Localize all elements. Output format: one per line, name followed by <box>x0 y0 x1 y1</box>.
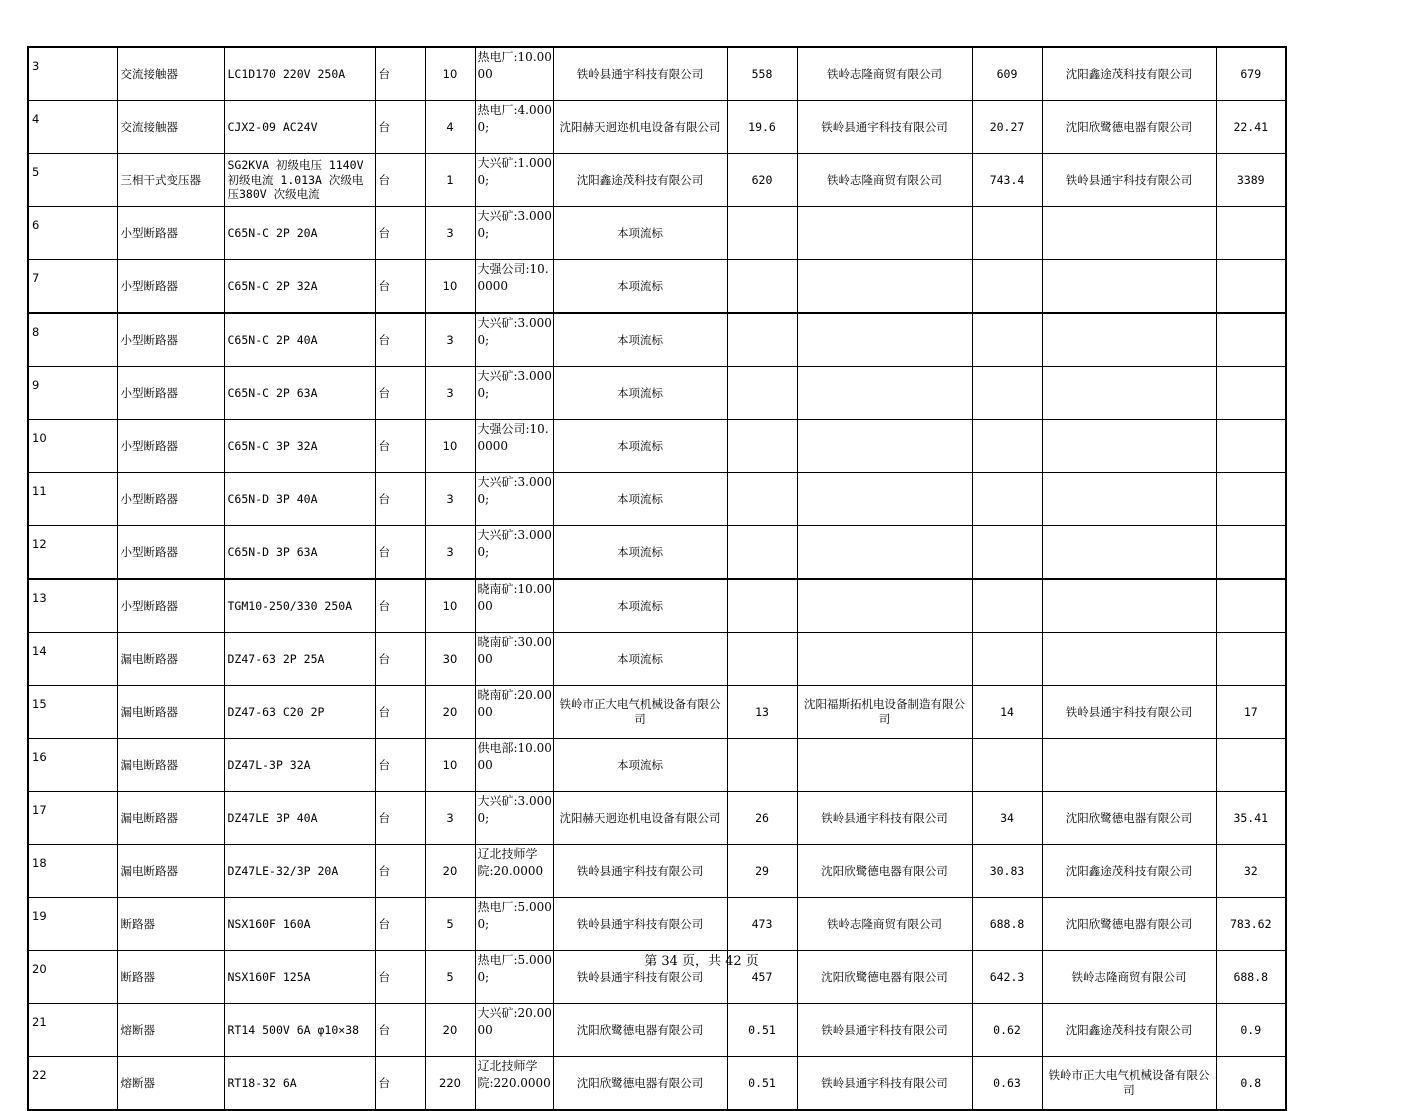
item-spec: NSX160F 125A <box>224 951 375 1004</box>
item-name: 断路器 <box>117 898 224 951</box>
row-number: 16 <box>28 739 117 792</box>
table-row <box>28 313 1286 367</box>
price-3 <box>1216 367 1286 420</box>
table-row <box>28 207 1286 260</box>
price-1: 457 <box>727 951 797 1004</box>
supplier-1: 本项流标 <box>553 420 727 473</box>
allocation <box>475 792 553 845</box>
row-number: 14 <box>28 633 117 686</box>
supplier-1: 铁岭县通宇科技有限公司 <box>553 898 727 951</box>
price-2: 0.62 <box>972 1004 1042 1057</box>
supplier-3: 沈阳欣鹭德电器有限公司 <box>1042 792 1216 845</box>
row-number: 4 <box>28 101 117 154</box>
supplier-2: 铁岭志隆商贸有限公司 <box>797 47 972 101</box>
item-spec: RT18-32 6A <box>224 1057 375 1111</box>
price-1: 473 <box>727 898 797 951</box>
price-1: 29 <box>727 845 797 898</box>
price-2 <box>972 420 1042 473</box>
allocation-text: 热电厂:4.0000; <box>477 103 552 134</box>
allocation-text: 大兴矿:3.0000; <box>477 794 552 825</box>
item-name: 小型断路器 <box>117 207 224 260</box>
allocation-text: 大强公司:10.0000 <box>477 422 549 453</box>
item-unit: 台 <box>375 526 425 580</box>
price-1: 13 <box>727 686 797 739</box>
supplier-3: 沈阳鑫途茂科技有限公司 <box>1042 845 1216 898</box>
item-spec: NSX160F 160A <box>224 898 375 951</box>
allocation <box>475 420 553 473</box>
allocation-text: 大兴矿:3.0000; <box>477 528 552 559</box>
table-row <box>28 739 1286 792</box>
supplier-2: 铁岭县通宇科技有限公司 <box>797 101 972 154</box>
supplier-3 <box>1042 739 1216 792</box>
price-2 <box>972 260 1042 314</box>
supplier-1: 沈阳鑫途茂科技有限公司 <box>553 154 727 207</box>
row-number: 5 <box>28 154 117 207</box>
supplier-2 <box>797 633 972 686</box>
table-row <box>28 47 1286 101</box>
price-2 <box>972 367 1042 420</box>
item-quantity: 30 <box>425 633 475 686</box>
supplier-1: 沈阳赫天迥迩机电设备有限公司 <box>553 101 727 154</box>
item-name: 小型断路器 <box>117 260 224 314</box>
price-2 <box>972 633 1042 686</box>
item-unit: 台 <box>375 739 425 792</box>
supplier-3: 沈阳欣鹭德电器有限公司 <box>1042 101 1216 154</box>
item-spec: SG2KVA 初级电压 1140V 初级电流 1.013A 次级电压380V 次级电流 <box>224 154 375 207</box>
table-row <box>28 633 1286 686</box>
supplier-1: 本项流标 <box>553 207 727 260</box>
item-spec: DZ47LE 3P 40A <box>224 792 375 845</box>
item-name: 三相干式变压器 <box>117 154 224 207</box>
item-quantity: 3 <box>425 473 475 526</box>
table-row <box>28 154 1286 207</box>
supplier-3: 铁岭市正大电气机械设备有限公司 <box>1042 1057 1216 1111</box>
supplier-1: 本项流标 <box>553 739 727 792</box>
item-quantity: 1 <box>425 154 475 207</box>
supplier-3: 铁岭县通宇科技有限公司 <box>1042 154 1216 207</box>
item-name: 小型断路器 <box>117 526 224 580</box>
item-quantity: 3 <box>425 367 475 420</box>
supplier-1: 本项流标 <box>553 313 727 367</box>
supplier-2 <box>797 260 972 314</box>
price-2: 20.27 <box>972 101 1042 154</box>
price-3 <box>1216 739 1286 792</box>
item-name: 漏电断路器 <box>117 686 224 739</box>
price-1 <box>727 207 797 260</box>
allocation-text: 大强公司:10.0000 <box>477 262 549 293</box>
row-number: 18 <box>28 845 117 898</box>
row-number: 8 <box>28 313 117 367</box>
table-row <box>28 260 1286 314</box>
item-quantity: 3 <box>425 526 475 580</box>
supplier-3: 铁岭县通宇科技有限公司 <box>1042 686 1216 739</box>
item-spec: TGM10-250/330 250A <box>224 579 375 633</box>
item-name: 小型断路器 <box>117 420 224 473</box>
price-2: 0.63 <box>972 1057 1042 1111</box>
item-spec: C65N-C 2P 32A <box>224 260 375 314</box>
item-quantity: 20 <box>425 845 475 898</box>
allocation <box>475 47 553 101</box>
item-quantity: 10 <box>425 420 475 473</box>
allocation-text: 晓南矿:30.0000 <box>477 635 552 666</box>
supplier-2: 铁岭县通宇科技有限公司 <box>797 792 972 845</box>
item-spec: C65N-D 3P 63A <box>224 526 375 580</box>
price-1 <box>727 367 797 420</box>
supplier-3 <box>1042 420 1216 473</box>
item-unit: 台 <box>375 845 425 898</box>
price-1: 558 <box>727 47 797 101</box>
supplier-1: 本项流标 <box>553 579 727 633</box>
item-unit: 台 <box>375 260 425 314</box>
price-1 <box>727 633 797 686</box>
price-3: 783.62 <box>1216 898 1286 951</box>
item-unit: 台 <box>375 47 425 101</box>
price-2: 14 <box>972 686 1042 739</box>
item-unit: 台 <box>375 154 425 207</box>
item-name: 漏电断路器 <box>117 792 224 845</box>
allocation <box>475 473 553 526</box>
supplier-2: 沈阳福斯拓机电设备制造有限公司 <box>797 686 972 739</box>
allocation-text: 晓南矿:10.0000 <box>477 582 552 613</box>
table-row <box>28 1004 1286 1057</box>
price-3: 35.41 <box>1216 792 1286 845</box>
price-3 <box>1216 579 1286 633</box>
item-name: 熔断器 <box>117 1057 224 1111</box>
supplier-2: 铁岭志隆商贸有限公司 <box>797 898 972 951</box>
allocation <box>475 739 553 792</box>
item-unit: 台 <box>375 792 425 845</box>
item-name: 交流接触器 <box>117 101 224 154</box>
allocation <box>475 207 553 260</box>
allocation-text: 辽北技师学院:220.0000 <box>477 1059 551 1090</box>
price-3 <box>1216 420 1286 473</box>
supplier-1: 本项流标 <box>553 260 727 314</box>
row-number: 10 <box>28 420 117 473</box>
item-unit: 台 <box>375 579 425 633</box>
item-quantity: 5 <box>425 898 475 951</box>
price-2 <box>972 526 1042 580</box>
allocation-text: 大兴矿:3.0000; <box>477 316 552 347</box>
price-2: 688.8 <box>972 898 1042 951</box>
price-2 <box>972 207 1042 260</box>
item-spec: C65N-C 2P 20A <box>224 207 375 260</box>
table-row <box>28 792 1286 845</box>
supplier-1: 铁岭县通宇科技有限公司 <box>553 845 727 898</box>
row-number: 20 <box>28 951 117 1004</box>
price-1 <box>727 579 797 633</box>
supplier-2 <box>797 207 972 260</box>
allocation <box>475 686 553 739</box>
price-1 <box>727 260 797 314</box>
item-spec: RT14 500V 6A φ10×38 <box>224 1004 375 1057</box>
item-quantity: 3 <box>425 313 475 367</box>
price-2: 609 <box>972 47 1042 101</box>
supplier-1: 沈阳欣鹭德电器有限公司 <box>553 1057 727 1111</box>
table-row <box>28 686 1286 739</box>
price-2: 743.4 <box>972 154 1042 207</box>
price-3 <box>1216 260 1286 314</box>
supplier-2 <box>797 420 972 473</box>
item-name: 小型断路器 <box>117 473 224 526</box>
supplier-3 <box>1042 313 1216 367</box>
row-number: 19 <box>28 898 117 951</box>
row-number: 6 <box>28 207 117 260</box>
supplier-2 <box>797 579 972 633</box>
price-3 <box>1216 473 1286 526</box>
row-number: 9 <box>28 367 117 420</box>
supplier-1: 本项流标 <box>553 633 727 686</box>
table-row <box>28 526 1286 580</box>
supplier-2: 铁岭县通宇科技有限公司 <box>797 1004 972 1057</box>
item-spec: DZ47-63 C20 2P <box>224 686 375 739</box>
allocation <box>475 526 553 580</box>
item-quantity: 10 <box>425 47 475 101</box>
item-quantity: 4 <box>425 101 475 154</box>
allocation-text: 热电厂:10.0000 <box>477 50 552 81</box>
row-number: 13 <box>28 579 117 633</box>
row-number: 22 <box>28 1057 117 1111</box>
allocation <box>475 845 553 898</box>
supplier-2: 沈阳欣鹭德电器有限公司 <box>797 845 972 898</box>
allocation <box>475 633 553 686</box>
item-quantity: 10 <box>425 739 475 792</box>
item-unit: 台 <box>375 633 425 686</box>
allocation <box>475 579 553 633</box>
supplier-1: 本项流标 <box>553 526 727 580</box>
item-unit: 台 <box>375 686 425 739</box>
table-row <box>28 579 1286 633</box>
table-row <box>28 367 1286 420</box>
price-3 <box>1216 207 1286 260</box>
item-unit: 台 <box>375 207 425 260</box>
allocation <box>475 1057 553 1111</box>
supplier-1: 沈阳赫天迥迩机电设备有限公司 <box>553 792 727 845</box>
allocation-text: 大兴矿:20.0000 <box>477 1006 552 1037</box>
item-unit: 台 <box>375 473 425 526</box>
item-unit: 台 <box>375 420 425 473</box>
price-3: 17 <box>1216 686 1286 739</box>
item-quantity: 220 <box>425 1057 475 1111</box>
supplier-2 <box>797 526 972 580</box>
price-1: 26 <box>727 792 797 845</box>
item-quantity: 3 <box>425 207 475 260</box>
price-3 <box>1216 526 1286 580</box>
item-spec: DZ47L-3P 32A <box>224 739 375 792</box>
item-spec: C65N-C 2P 40A <box>224 313 375 367</box>
item-spec: LC1D170 220V 250A <box>224 47 375 101</box>
item-name: 漏电断路器 <box>117 633 224 686</box>
allocation <box>475 154 553 207</box>
supplier-3 <box>1042 526 1216 580</box>
supplier-3 <box>1042 579 1216 633</box>
allocation-text: 大兴矿:3.0000; <box>477 209 552 240</box>
supplier-1: 铁岭县通宇科技有限公司 <box>553 47 727 101</box>
table-row <box>28 473 1286 526</box>
supplier-1: 沈阳欣鹭德电器有限公司 <box>553 1004 727 1057</box>
row-number: 11 <box>28 473 117 526</box>
allocation-text: 晓南矿:20.0000 <box>477 688 552 719</box>
price-1 <box>727 526 797 580</box>
item-name: 漏电断路器 <box>117 739 224 792</box>
item-spec: C65N-C 2P 63A <box>224 367 375 420</box>
table-row <box>28 845 1286 898</box>
allocation-text: 辽北技师学院:20.0000 <box>477 847 544 878</box>
allocation-text: 热电厂:5.0000; <box>477 900 552 931</box>
price-1 <box>727 739 797 792</box>
price-2 <box>972 473 1042 526</box>
row-number: 7 <box>28 260 117 314</box>
price-1: 0.51 <box>727 1057 797 1111</box>
supplier-2: 铁岭县通宇科技有限公司 <box>797 1057 972 1111</box>
item-unit: 台 <box>375 313 425 367</box>
item-unit: 台 <box>375 101 425 154</box>
price-3 <box>1216 633 1286 686</box>
supplier-3 <box>1042 207 1216 260</box>
item-spec: CJX2-09 AC24V <box>224 101 375 154</box>
item-quantity: 20 <box>425 1004 475 1057</box>
allocation-text: 大兴矿:1.0000; <box>477 156 552 187</box>
price-3: 32 <box>1216 845 1286 898</box>
price-2 <box>972 739 1042 792</box>
row-number: 12 <box>28 526 117 580</box>
item-spec: DZ47LE-32/3P 20A <box>224 845 375 898</box>
supplier-3 <box>1042 473 1216 526</box>
table-row <box>28 101 1286 154</box>
supplier-2 <box>797 739 972 792</box>
item-quantity: 20 <box>425 686 475 739</box>
row-number: 21 <box>28 1004 117 1057</box>
price-1: 0.51 <box>727 1004 797 1057</box>
supplier-3: 沈阳鑫途茂科技有限公司 <box>1042 1004 1216 1057</box>
row-number: 15 <box>28 686 117 739</box>
supplier-2 <box>797 313 972 367</box>
allocation-text: 热电厂:5.0000; <box>477 953 552 984</box>
supplier-1: 铁岭县通宇科技有限公司 <box>553 951 727 1004</box>
supplier-3 <box>1042 633 1216 686</box>
price-3: 688.8 <box>1216 951 1286 1004</box>
price-3: 679 <box>1216 47 1286 101</box>
item-spec: C65N-D 3P 40A <box>224 473 375 526</box>
row-number: 3 <box>28 47 117 101</box>
item-quantity: 3 <box>425 792 475 845</box>
table-row <box>28 420 1286 473</box>
supplier-3 <box>1042 260 1216 314</box>
item-unit: 台 <box>375 898 425 951</box>
allocation <box>475 1004 553 1057</box>
item-spec: DZ47-63 2P 25A <box>224 633 375 686</box>
allocation-text: 大兴矿:3.0000; <box>477 475 552 506</box>
allocation <box>475 260 553 314</box>
item-name: 漏电断路器 <box>117 845 224 898</box>
item-unit: 台 <box>375 367 425 420</box>
price-1: 19.6 <box>727 101 797 154</box>
supplier-3: 铁岭志隆商贸有限公司 <box>1042 951 1216 1004</box>
allocation-text: 供电部:10.0000 <box>477 741 552 772</box>
allocation <box>475 367 553 420</box>
supplier-3: 沈阳鑫途茂科技有限公司 <box>1042 47 1216 101</box>
price-2: 642.3 <box>972 951 1042 1004</box>
price-1 <box>727 473 797 526</box>
allocation <box>475 313 553 367</box>
price-1 <box>727 420 797 473</box>
price-1: 620 <box>727 154 797 207</box>
item-name: 熔断器 <box>117 1004 224 1057</box>
price-3 <box>1216 313 1286 367</box>
page-footer: 第 34 页，共 42 页 <box>644 954 759 969</box>
item-unit: 台 <box>375 951 425 1004</box>
price-2: 30.83 <box>972 845 1042 898</box>
price-1 <box>727 313 797 367</box>
item-name: 小型断路器 <box>117 579 224 633</box>
item-unit: 台 <box>375 1057 425 1111</box>
price-2 <box>972 313 1042 367</box>
supplier-2: 铁岭志隆商贸有限公司 <box>797 154 972 207</box>
supplier-3 <box>1042 367 1216 420</box>
item-spec: C65N-C 3P 32A <box>224 420 375 473</box>
price-3: 0.8 <box>1216 1057 1286 1111</box>
item-name: 小型断路器 <box>117 367 224 420</box>
supplier-1: 本项流标 <box>553 473 727 526</box>
supplier-2: 沈阳欣鹭德电器有限公司 <box>797 951 972 1004</box>
item-quantity: 5 <box>425 951 475 1004</box>
table-row <box>28 898 1286 951</box>
supplier-1: 本项流标 <box>553 367 727 420</box>
item-name: 小型断路器 <box>117 313 224 367</box>
item-quantity: 10 <box>425 260 475 314</box>
item-name: 交流接触器 <box>117 47 224 101</box>
supplier-1: 铁岭市正大电气机械设备有限公司 <box>553 686 727 739</box>
allocation <box>475 898 553 951</box>
allocation <box>475 101 553 154</box>
row-number: 17 <box>28 792 117 845</box>
table-row <box>28 1057 1286 1111</box>
item-quantity: 10 <box>425 579 475 633</box>
price-2: 34 <box>972 792 1042 845</box>
supplier-2 <box>797 367 972 420</box>
price-3: 22.41 <box>1216 101 1286 154</box>
price-3: 3389 <box>1216 154 1286 207</box>
supplier-3: 沈阳欣鹭德电器有限公司 <box>1042 898 1216 951</box>
price-3: 0.9 <box>1216 1004 1286 1057</box>
supplier-2 <box>797 473 972 526</box>
item-unit: 台 <box>375 1004 425 1057</box>
item-name: 断路器 <box>117 951 224 1004</box>
price-2 <box>972 579 1042 633</box>
allocation-text: 大兴矿:3.0000; <box>477 369 552 400</box>
